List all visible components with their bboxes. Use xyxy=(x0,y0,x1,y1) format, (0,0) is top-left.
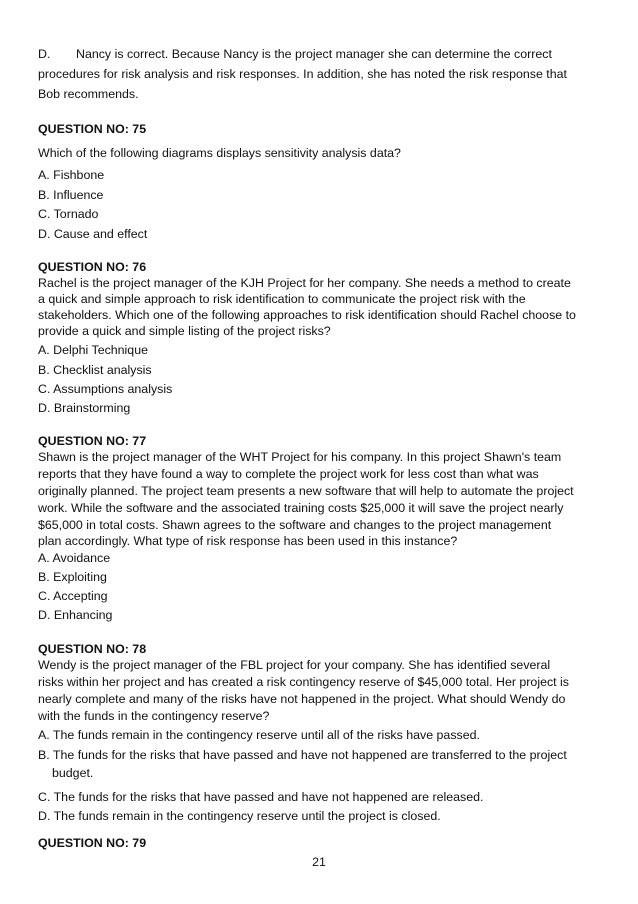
question-77-stem-2: reports that they have found a way to complete the project work for less cost than what was xyxy=(38,467,539,481)
question-76-stem-3: stakeholders. Which one of the following approaches to risk identification should Rachel choose to xyxy=(38,308,576,322)
question-75-option-a: A. Fishbone xyxy=(38,168,105,182)
question-76-option-d: D. Brainstorming xyxy=(38,401,131,415)
question-78-option-a: A. The funds remain in the contingency reserve until all of the risks have passed. xyxy=(38,728,480,742)
question-77-option-b: B. Exploiting xyxy=(38,570,107,584)
intro-text-1: Nancy is correct. Because Nancy is the project manager she can determine the correct xyxy=(76,47,552,61)
intro-answer-letter: D. xyxy=(38,47,51,61)
question-77-stem-4: work. While the software and the associated training costs $25,000 it will save the project nearly xyxy=(38,501,564,515)
question-77-option-d: D. Enhancing xyxy=(38,608,113,622)
question-77-heading: QUESTION NO: 77 xyxy=(38,434,147,448)
question-77-option-c: C. Accepting xyxy=(38,589,108,603)
question-75-option-b: B. Influence xyxy=(38,188,104,202)
question-78-stem-2: risks within her project and has created a risk contingency reserve of $45,000 total. Her project is xyxy=(38,675,569,689)
question-77-stem-6: plan accordingly. What type of risk response has been used in this instance? xyxy=(38,534,458,548)
question-75-stem: Which of the following diagrams displays sensitivity analysis data? xyxy=(38,146,401,160)
question-75-heading: QUESTION NO: 75 xyxy=(38,122,147,136)
question-78-option-c: C. The funds for the risks that have passed and have not happened are released. xyxy=(38,790,484,804)
question-78-stem-3: nearly complete and many of the risks have not happened in the project. What should Wendy do xyxy=(38,692,566,706)
question-75-option-d: D. Cause and effect xyxy=(38,227,148,241)
question-76-option-c: C. Assumptions analysis xyxy=(38,382,173,396)
page-number: 21 xyxy=(312,855,326,869)
question-76-option-a: A. Delphi Technique xyxy=(38,343,148,357)
question-76-heading: QUESTION NO: 76 xyxy=(38,260,147,274)
question-78-heading: QUESTION NO: 78 xyxy=(38,642,147,656)
question-76-stem-2: a quick and simple approach to risk identification to communicate the project risk with the xyxy=(38,292,526,306)
question-77-stem-3: originally planned. The project team presents a new software that will help to automate the project xyxy=(38,484,574,498)
intro-line-2: procedures for risk analysis and risk responses. In addition, she has noted the risk response that xyxy=(38,67,567,81)
question-76-stem-1: Rachel is the project manager of the KJH Project for her company. She needs a method to create xyxy=(38,276,571,290)
question-78-stem-4: with the funds in the contingency reserve? xyxy=(38,709,270,723)
question-77-stem-5: $65,000 in total costs. Shawn agrees to the software and changes to the project management xyxy=(38,518,552,532)
question-75-option-c: C. Tornado xyxy=(38,207,99,221)
question-76-option-b: B. Checklist analysis xyxy=(38,363,152,377)
question-76-stem-4: provide a quick and simple listing of the project risks? xyxy=(38,324,331,338)
question-77-option-a: A. Avoidance xyxy=(38,551,111,565)
intro-line-3: Bob recommends. xyxy=(38,87,139,101)
question-78-option-b: B. The funds for the risks that have passed and have not happened are transferred to the project xyxy=(38,748,567,762)
question-77-stem-1: Shawn is the project manager of the WHT Project for his company. In this project Shawn's team xyxy=(38,450,562,464)
question-78-option-d: D. The funds remain in the contingency reserve until the project is closed. xyxy=(38,809,441,823)
intro-line-1 xyxy=(38,46,552,62)
question-78-option-b-cont: budget. xyxy=(52,766,94,780)
question-79-heading: QUESTION NO: 79 xyxy=(38,836,147,850)
question-78-stem-1: Wendy is the project manager of the FBL project for your company. She has identified several xyxy=(38,658,551,672)
